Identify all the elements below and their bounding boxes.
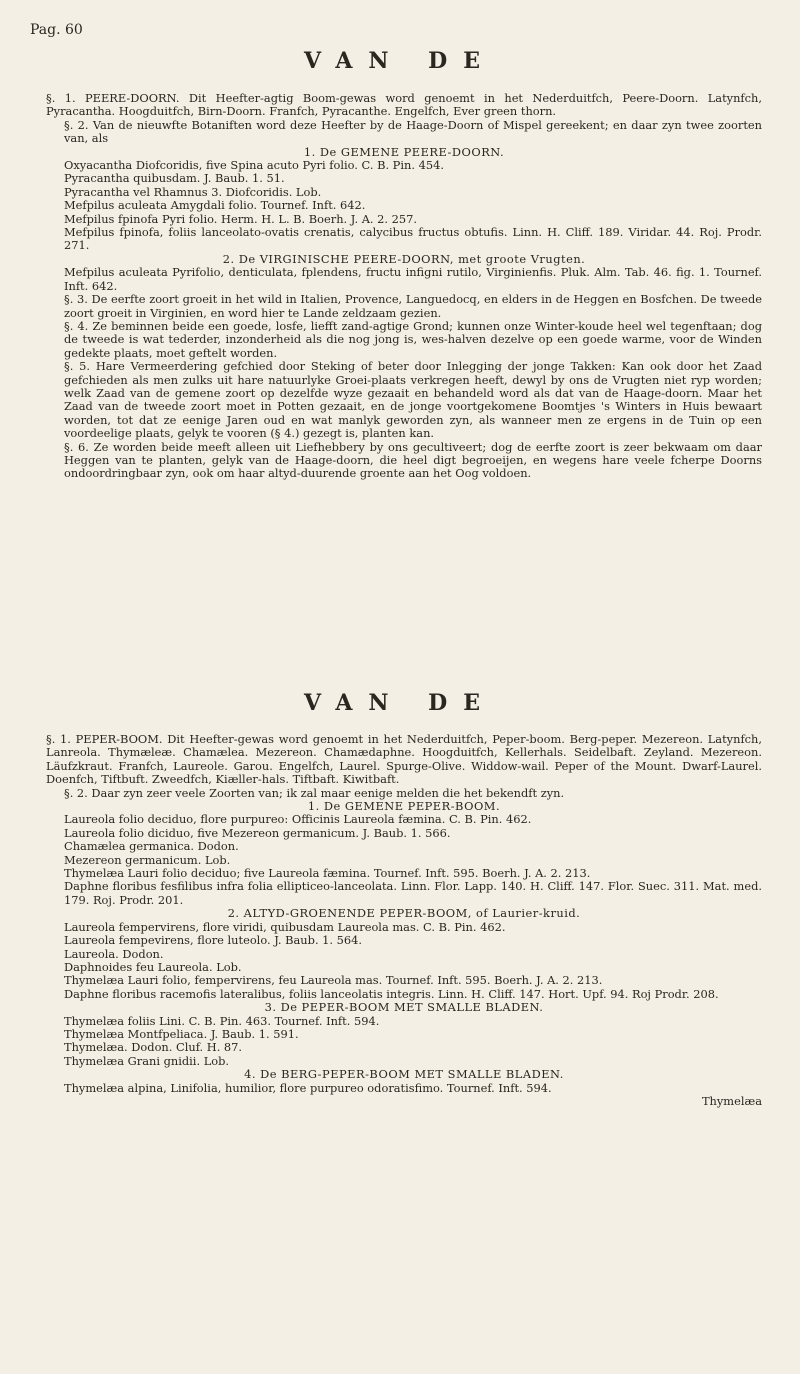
text-line: Thymelæa: [701, 1093, 762, 1108]
text-line: Laureola fempevirens, flore luteolo. J. Baub. 1. 564.: [64, 933, 363, 948]
text-line: Thymelæa. Dodon. Cluf. H. 87.: [64, 1040, 243, 1055]
text-line: Laureola folio deciduo, flore purpureo: Officinis Laureola fæmina. C. B. Pin. 462.: [64, 812, 532, 827]
text-line: Laureola fempervirens, flore viridi, quibusdam Laureola mas. C. B. Pin. 462.: [64, 919, 506, 934]
text-line: §. 4. Ze beminnen beide een goede, losfe, liefft zand-agtige Grond; kunnen onze Winter-koude heel wel tegenftaan; dog de tweede is wat tederder, inzonderheid als die nog jong is, wes-halven dezelve op een goede warme, voor de Winden gedekte plaats, moet geftelt worden.: [64, 318, 762, 360]
text-line: §. 2. Daar zyn zeer veele Zoorten van; ik zal maar eenige melden die het bekendft zyn.: [64, 785, 565, 800]
text-line: Laureola folio diciduo, five Mezereon germanicum. J. Baub. 1. 566.: [64, 825, 451, 840]
text-line: Mefpilus aculeata Pyrifolio, denticulata, fplendens, fructu infigni rutilo, Virginienfis. Pluk. Alm. Tab. 46. fig. 1. Tournef. Inft. 642.: [64, 265, 762, 293]
text-line: Mefpilus aculeata Amygdali folio. Tournef. Inft. 642.: [64, 198, 366, 213]
text-line: 3. De PEPER-BOOM MET SMALLE BLADEN.: [264, 1000, 544, 1015]
text-line: Daphne floribus racemofis lateralibus, foliis lanceolatis integris. Linn. H. Cliff. 147. Hort. Upf. 94. Roj Prodr. 208.: [64, 986, 719, 1001]
text-line: 4. De BERG-PEPER-BOOM MET SMALLE BLADEN.: [244, 1067, 564, 1082]
text-line: §. 5. Hare Vermeerdering gefchied door Steking of beter door Inlegging der jonge Takken: Kan ook door het Zaad gefchieden als men zulks uit hare natuurlyke Groei-plaats verkregen heeft, dewyl by ons de Vrugten niet ryp worden; welk Zaad van de gemene zoort op dezelfde wyze gezaait en behandeld word als dat van de Haage-doorn. Maar het Zaad van de tweede zoort moet in Potten gezaait, en de jonge voortgekomene Boomtjes 's Winters in Huis bewaart worden, tot dat ze eenige Jaren oud en wat manlyk geworden zyn, als wanneer men ze ergens in de Tuin op een voordeelige plaats, gelyk te vooren (§ 4.) gezegt is, planten kan.: [64, 359, 762, 441]
text-line: Daphnoides feu Laureola. Lob.: [64, 959, 242, 974]
text-line: Thymelæa alpina, Linifolia, humilior, flore purpureo odoratisfimo. Tournef. Inft. 594.: [64, 1080, 552, 1095]
text-line: Laureola. Dodon.: [64, 946, 164, 961]
text-line: Mezereon germanicum. Lob.: [64, 852, 231, 867]
text-line: Mefpilus fpinofa, foliis lanceolato-ovatis crenatis, calycibus fructus obtufis. Linn. H. Cliff. 189. Viridar. 44. Roj. Prodr. 271.: [64, 225, 762, 253]
text-line: Daphne floribus fesfilibus infra folia ellipticeo-lanceolata. Linn. Flor. Lapp. 140. H. Cliff. 147. Flor. Suec. 311. Mat. med. 179. Roj. Prodr. 201.: [64, 879, 762, 907]
text-line: §. 1. PEPER-BOOM. Dit Heefter-gewas word genoemt in het Nederduitfch, Peper-boom. Berg-peper. Mezereon. Latynfch, Lanreola. Thymæleæ. Chamælea. Mezereon. Chamædaphne. Hoogduitfch, Kellerhals. Seidelbaft. Zeyland. Mezereon. Läufzkraut. Franfch, Laureole. Garou. Engelfch, Laurel. Spurge-Olive. Widdow-wail. Peper of the Mount. Dwarf-Laurel. Doenfch, Tiftbuft. Zweedfch, Kiæller-hals. Tiftbaft. Kiwitbaft.: [46, 732, 762, 787]
text-line: Thymelæa Lauri folio, fempervirens, feu Laureola mas. Tournef. Inft. 595. Boerh. J. A. 2. 213.: [64, 973, 603, 988]
text-line: Thymelæa Grani gnidii. Lob.: [64, 1053, 230, 1068]
text-line: 2. De VIRGINISCHE PEERE-DOORN, met groote Vrugten.: [222, 251, 586, 266]
text-line: Mefpilus fpinofa Pyri folio. Herm. H. L. B. Boerh. J. A. 2. 257.: [64, 211, 418, 226]
text-line: Oxyacantha Diofcoridis, five Spina acuto Pyri folio. C. B. Pin. 454.: [64, 158, 444, 173]
text-line: §. 2. Van de nieuwfte Botaniften word deze Heefter by de Haage-Doorn of Mispel gereekent; en daar zyn twee zoorten van, als: [64, 117, 762, 146]
text-line: 1. De GEMENE PEERE-DOORN.: [303, 144, 505, 159]
text-line: §. 6. Ze worden beide meeft alleen uit Liefhebbery by ons gecultiveert; dog de eerfte zoort is zeer bekwaam om daar Heggen van te planten, gelyk van de Haage-doorn, die heel digt begroeijen, en wegens hare veele fcherpe Doorns ondoordringbaar zyn, ook om haar altyd-duurende groente aan het Oog voldoen.: [64, 439, 762, 481]
section-body-2: [46, 733, 762, 1108]
text-line: Chamælea germanica. Dodon.: [64, 839, 239, 854]
text-line: Thymelæa Lauri folio deciduo; five Laureola fæmina. Tournef. Inft. 595. Boerh. J. A. 2. 213.: [64, 866, 591, 881]
section-heading-2: VAN DE: [303, 690, 497, 716]
text-line: Pyracantha quibusdam. J. Baub. 1. 51.: [64, 171, 285, 186]
text-line: Thymelæa foliis Lini. C. B. Pin. 463. Tournef. Inft. 594.: [64, 1013, 380, 1028]
text-line: Thymelæa Montfpeliaca. J. Baub. 1. 591.: [64, 1026, 299, 1041]
text-line: §. 1. PEERE-DOORN. Dit Heefter-agtig Boom-gewas word genoemt in het Nederduitfch, Peere-Doorn. Latynfch, Pyracantha. Hoogduitfch, Birn-Doorn. Franfch, Pyracanthe. Engelfch, Ever green thorn.: [46, 91, 762, 119]
text-line: 1. De GEMENE PEPER-BOOM.: [307, 799, 501, 814]
text-line: 2. ALTYD-GROENENDE PEPER-BOOM, of Laurier-kruid.: [227, 906, 581, 921]
section-heading-1: VAN DE: [303, 48, 497, 74]
section-body-1: [46, 92, 762, 481]
text-line: §. 3. De eerfte zoort groeit in het wild in Italien, Provence, Languedocq, en elders in de Heggen en Bosfchen. De tweede zoort groeit in Virginien, en word hier te Lande zeldzaam gezien.: [64, 292, 762, 320]
text-line: Pyracantha vel Rhamnus 3. Diofcoridis. Lob.: [64, 184, 322, 199]
page-number: Pag. 60: [30, 22, 83, 38]
